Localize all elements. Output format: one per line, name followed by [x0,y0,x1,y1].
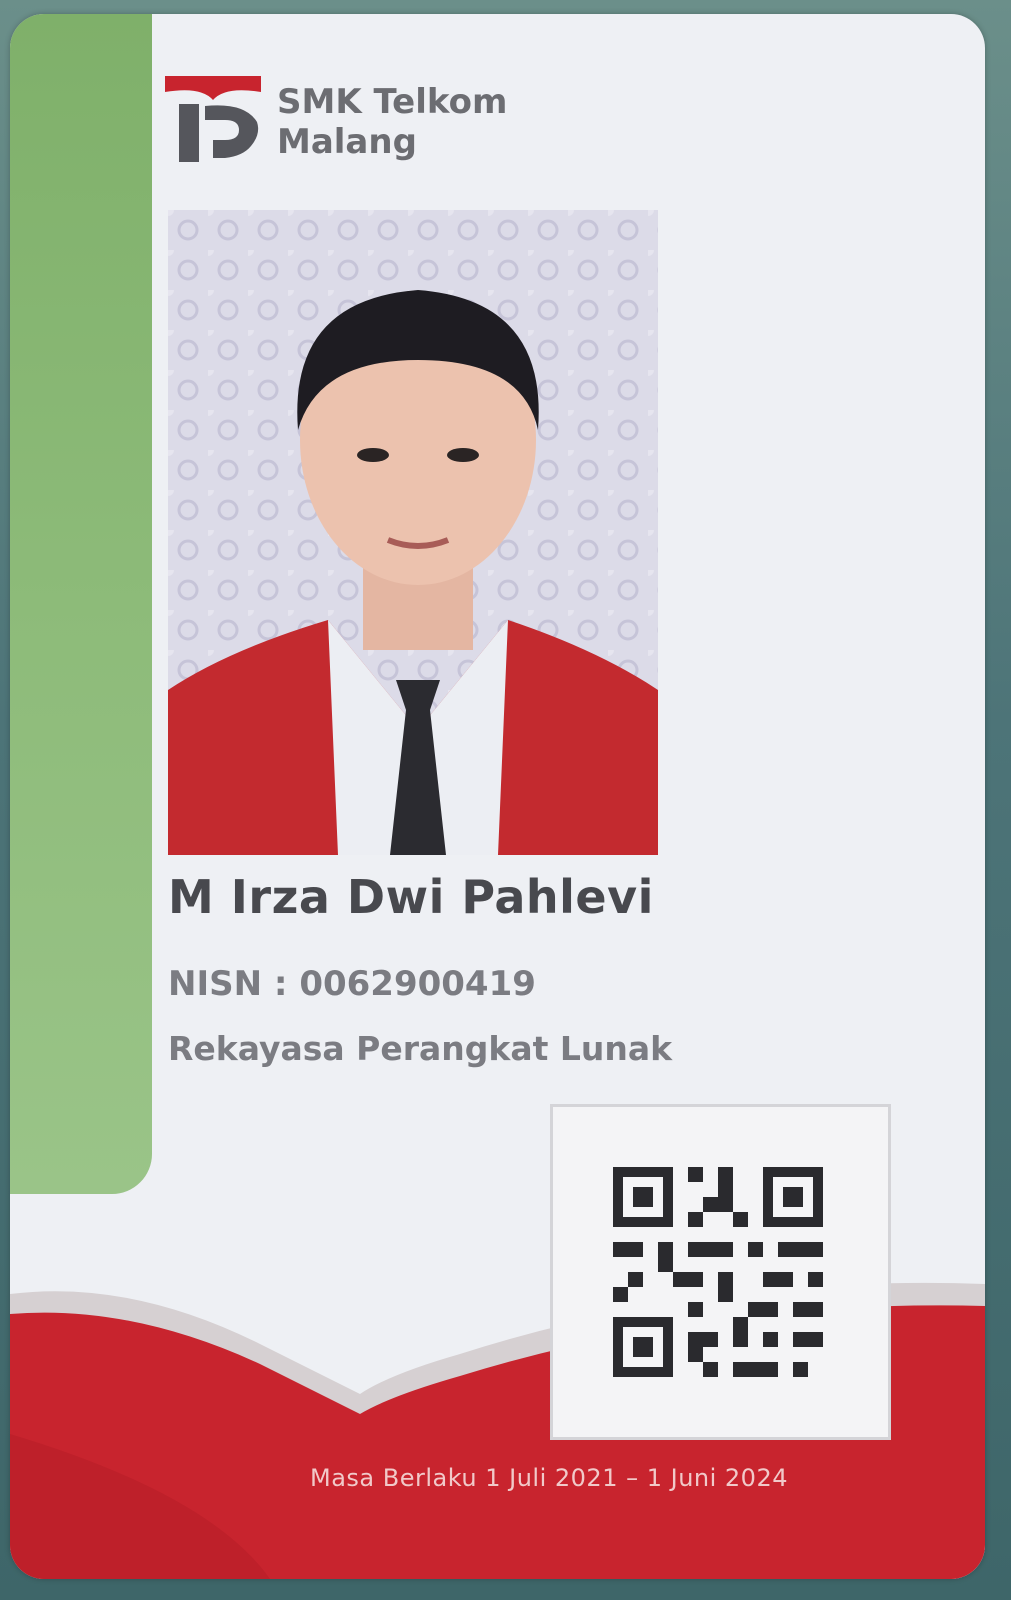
school-name-line2: Malang [277,122,417,162]
school-name [277,82,507,162]
student-id-card [10,14,985,1579]
qr-code [550,1104,891,1440]
telkom-logo-icon [165,74,265,174]
student-nisn: NISN : 0062900419 [168,964,536,1004]
student-major: Rekayasa Perangkat Lunak [168,1029,673,1068]
student-name: M Irza Dwi Pahlevi [168,870,654,924]
student-photo [168,210,658,855]
school-name-line1: SMK Telkom [277,82,508,122]
school-logo [165,74,545,194]
validity-period: Masa Berlaku 1 Juli 2021 – 1 Juni 2024 [310,1464,788,1492]
